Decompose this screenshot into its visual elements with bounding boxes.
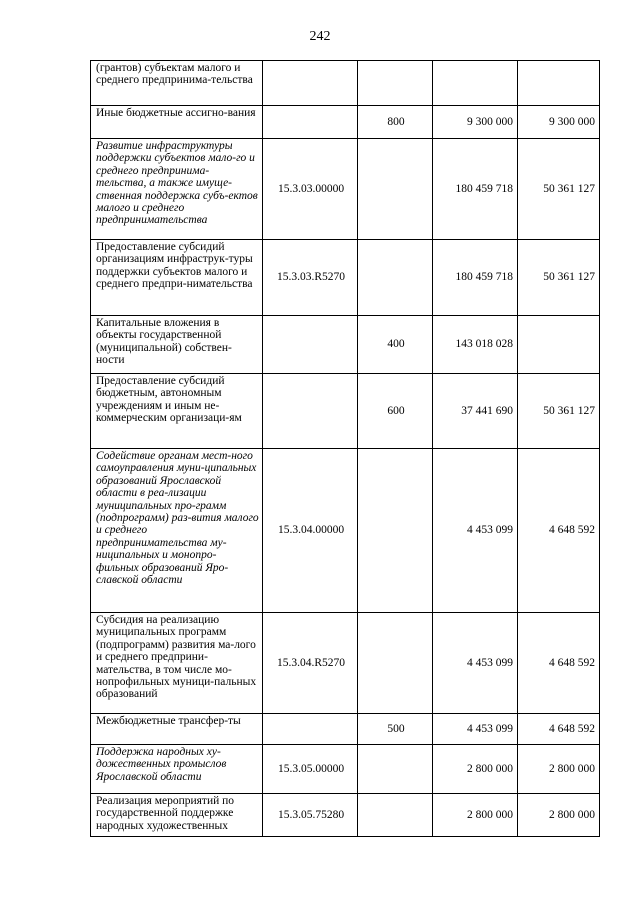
row-amount-1-cell: 180 459 718 [433,240,518,316]
row-code-cell [263,374,358,449]
row-amount-2-cell: 9 300 000 [518,106,600,139]
row-amount-2-cell: 50 361 127 [518,139,600,240]
budget-table [90,60,600,837]
row-amount-2-cell: 50 361 127 [518,240,600,316]
row-type-cell: 500 [358,714,433,745]
row-code-cell [263,714,358,745]
row-name-cell: Содействие органам мест-ного самоуправления муни-ципальных образований Ярославской области в реа-лизации муниципальных про-грамм (подпрограмм) раз-вития малого и среднего предпринимательства му-ниципальных и монопро-фильных образований Яро-славской области [91,449,263,613]
row-amount-2-cell: 4 648 592 [518,613,600,714]
row-amount-1-cell: 4 453 099 [433,714,518,745]
row-code-cell: 15.3.05.00000 [263,745,358,794]
table-row [91,745,600,794]
row-amount-1-cell: 4 453 099 [433,613,518,714]
row-name-cell: Предоставление субсидий бюджетным, автономным учреждениям и иным не-коммерческим организаци-ям [91,374,263,449]
row-amount-1-cell: 2 800 000 [433,745,518,794]
row-name-cell: Иные бюджетные ассигно-вания [91,106,263,139]
row-code-cell: 15.3.03.R5270 [263,240,358,316]
row-amount-2-cell: 4 648 592 [518,714,600,745]
table-row [91,714,600,745]
table-row [91,316,600,374]
table-row [91,794,600,837]
row-type-cell [358,449,433,613]
table-row [91,374,600,449]
row-code-cell: 15.3.04.R5270 [263,613,358,714]
row-amount-2-cell [518,316,600,374]
row-amount-1-cell: 143 018 028 [433,316,518,374]
row-amount-2-cell: 2 800 000 [518,794,600,837]
row-type-cell [358,139,433,240]
row-amount-2-cell: 4 648 592 [518,449,600,613]
row-name-cell: (грантов) субъектам малого и среднего предпринима-тельства [91,61,263,106]
row-type-cell [358,240,433,316]
row-amount-1-cell: 37 441 690 [433,374,518,449]
table-row [91,449,600,613]
row-code-cell: 15.3.04.00000 [263,449,358,613]
row-name-cell: Реализация мероприятий по государственной поддержке народных художественных [91,794,263,837]
row-amount-1-cell: 2 800 000 [433,794,518,837]
row-amount-2-cell: 50 361 127 [518,374,600,449]
table-row [91,106,600,139]
row-type-cell: 800 [358,106,433,139]
row-type-cell: 600 [358,374,433,449]
row-type-cell [358,794,433,837]
row-amount-1-cell [433,61,518,106]
row-name-cell: Поддержка народных ху-дожественных промыслов Ярославской области [91,745,263,794]
row-code-cell [263,106,358,139]
row-name-cell: Предоставление субсидий организациям инфраструк-туры поддержки субъектов малого и среднего предпри-нимательства [91,240,263,316]
row-code-cell [263,61,358,106]
row-name-cell: Межбюджетные трансфер-ты [91,714,263,745]
row-type-cell [358,613,433,714]
table-row [91,613,600,714]
table-row [91,139,600,240]
row-amount-1-cell: 4 453 099 [433,449,518,613]
page-number: 242 [309,29,331,44]
table-row [91,61,600,106]
row-type-cell [358,745,433,794]
row-type-cell: 400 [358,316,433,374]
row-code-cell: 15.3.03.00000 [263,139,358,240]
row-code-cell: 15.3.05.75280 [263,794,358,837]
table-row [91,240,600,316]
row-amount-2-cell: 2 800 000 [518,745,600,794]
row-name-cell: Субсидия на реализацию муниципальных программ (подпрограмм) развития ма-лого и среднего предприни-мательства, в том числе мо-нопрофильных муници-пальных образований [91,613,263,714]
row-type-cell [358,61,433,106]
row-amount-1-cell: 180 459 718 [433,139,518,240]
row-amount-1-cell: 9 300 000 [433,106,518,139]
row-name-cell: Капитальные вложения в объекты государственной (муниципальной) собствен-ности [91,316,263,374]
budget-table-body [91,61,600,837]
row-amount-2-cell [518,61,600,106]
row-code-cell [263,316,358,374]
row-name-cell: Развитие инфраструктуры поддержки субъектов мало-го и среднего предпринима-тельства, а также имуще-ственная поддержка субъ-ектов малого и среднего предпринимательства [91,139,263,240]
